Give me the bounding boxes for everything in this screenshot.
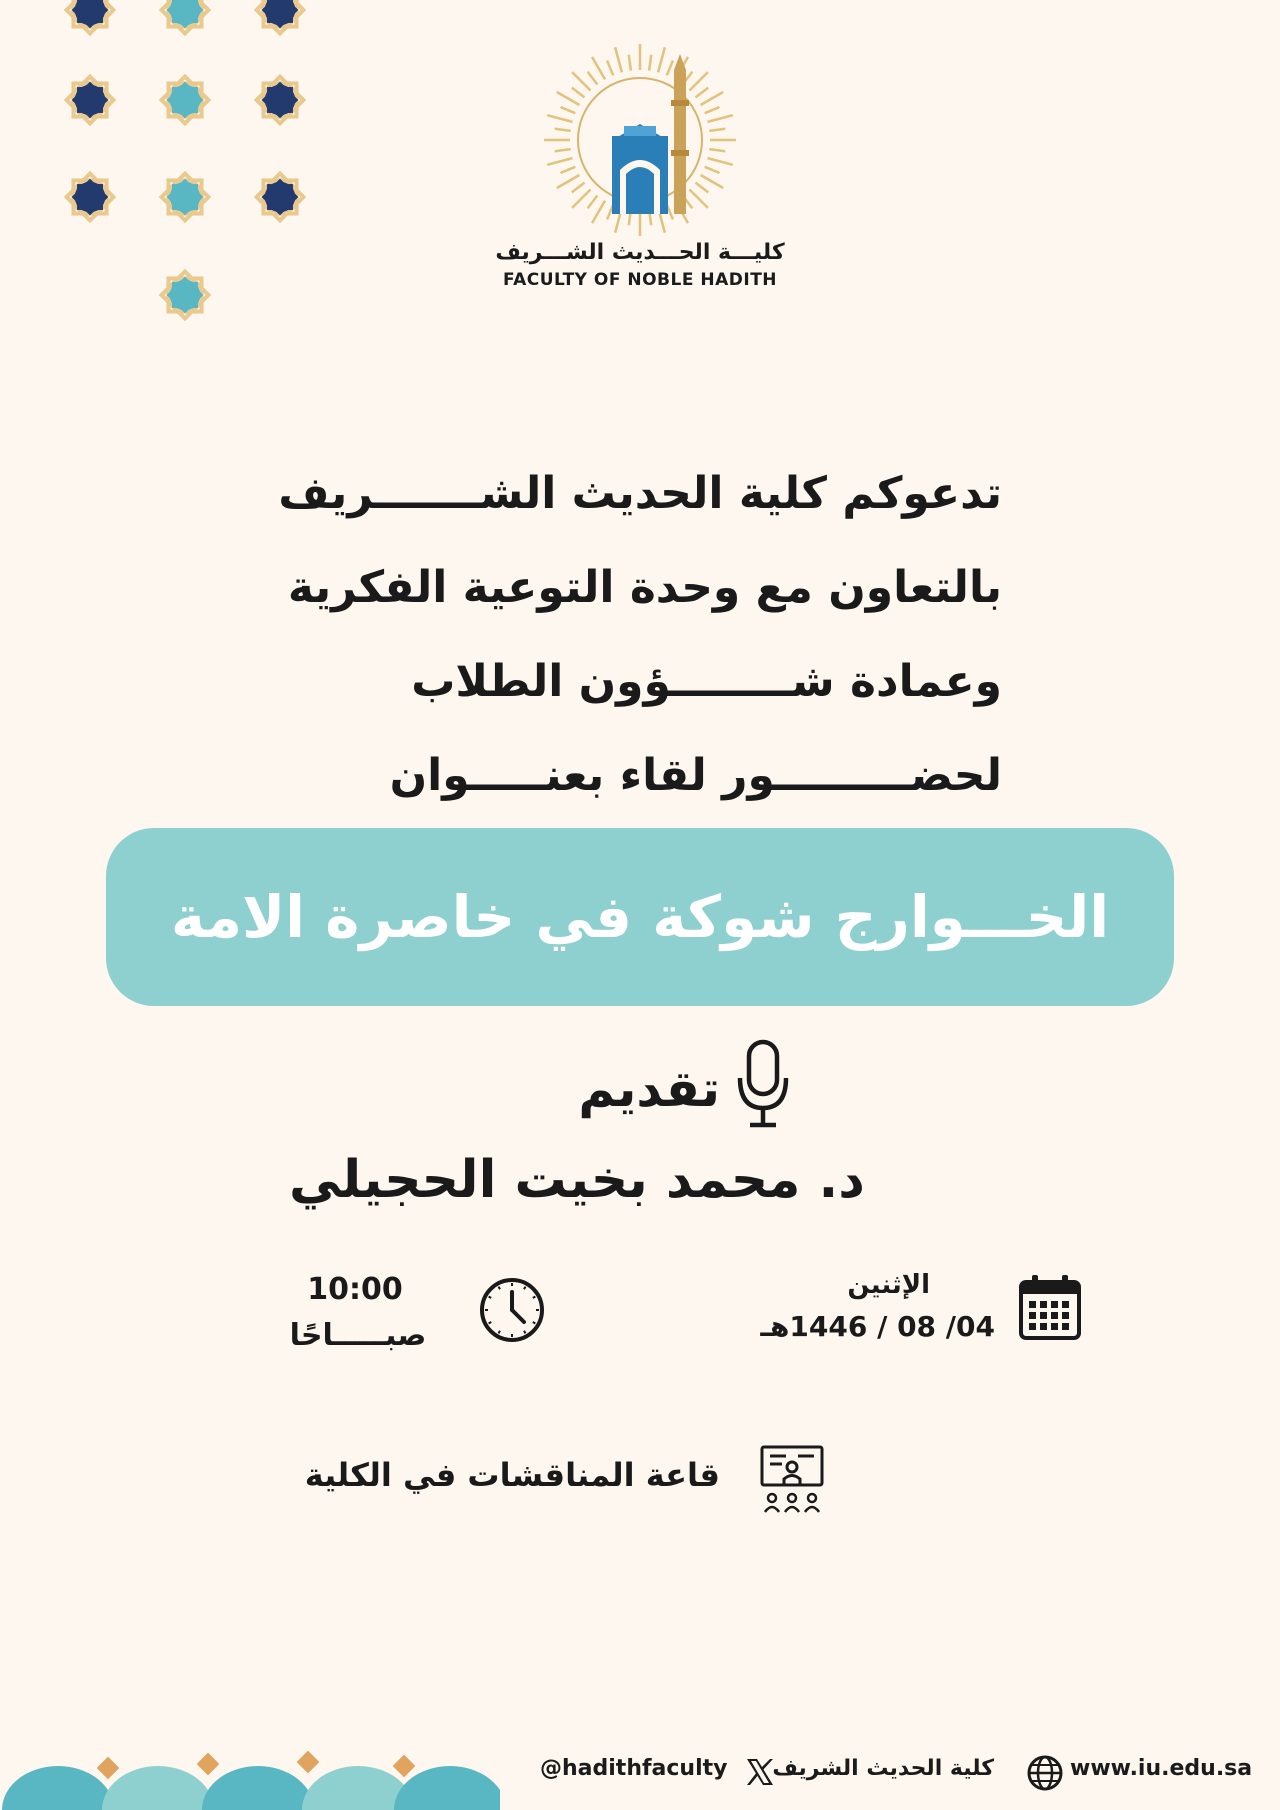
- calendar-icon: [1018, 1274, 1082, 1342]
- event-date: 04/ 08 / 1446هـ: [760, 1310, 995, 1343]
- faculty-name-arabic: كليـــة الحـــديث الشـــريف: [495, 240, 785, 265]
- lecture-hall-icon: [758, 1444, 826, 1514]
- event-day: الإثنين: [847, 1270, 930, 1300]
- x-logo-icon: [744, 1756, 776, 1788]
- event-time: 10:00: [307, 1272, 403, 1307]
- invitation-line-1: تدعوكم كلية الحديث الشـــــــريف: [278, 468, 1002, 519]
- domes-decoration: [0, 1740, 500, 1810]
- footer-x-account[interactable]: كلية الحديث الشريف: [772, 1756, 994, 1781]
- faculty-name-english: FACULTY OF NOBLE HADITH: [502, 270, 778, 290]
- globe-icon: [1026, 1754, 1064, 1792]
- footer-handle[interactable]: @hadithfaculty: [540, 1756, 728, 1781]
- faculty-logo-icon: [540, 40, 740, 240]
- invitation-line-3: وعمادة شــــــــؤون الطلاب: [411, 656, 1002, 707]
- lecture-title: الخـــوارج شوكة في خاصرة الامة: [170, 883, 1110, 951]
- invitation-line-4: لحضـــــــــور لقاء بعنـــــوان: [389, 750, 1002, 801]
- presenter-label: تقديم: [578, 1060, 720, 1118]
- event-period: صبـــــاحًا: [289, 1318, 427, 1353]
- clock-icon: [478, 1276, 546, 1344]
- presenter-name: د. محمد بخيت الحجيلي: [289, 1150, 865, 1210]
- footer-website[interactable]: www.iu.edu.sa: [1070, 1756, 1253, 1781]
- location-name: قاعة المناقشات في الكلية: [304, 1456, 720, 1494]
- geometric-pattern: [0, 0, 360, 360]
- microphone-icon: [732, 1038, 794, 1130]
- invitation-line-2: بالتعاون مع وحدة التوعية الفكرية: [287, 562, 1002, 613]
